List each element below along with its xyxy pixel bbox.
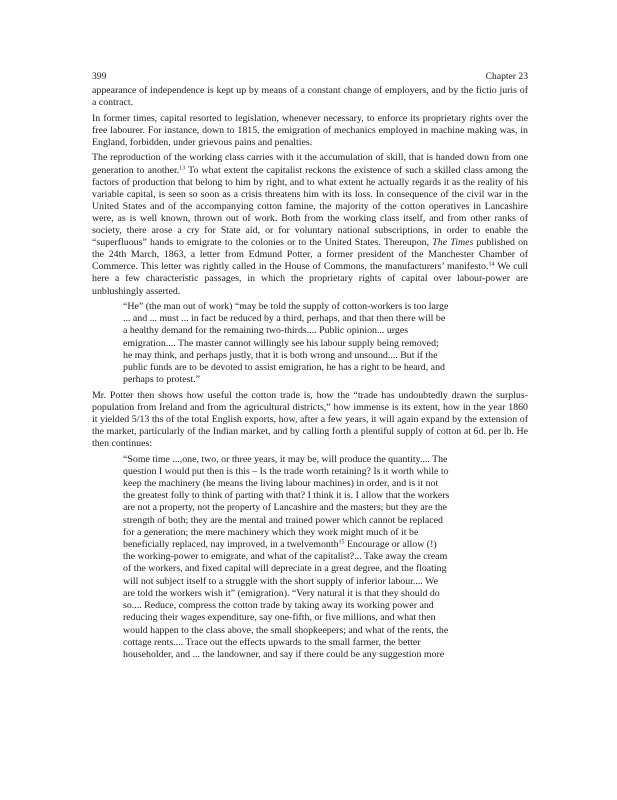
quote-line: public funds are to be devoted to assist emigration, he has a right to be heard, and: [123, 361, 445, 373]
quote-line-text: Encourage or allow (!): [344, 539, 437, 551]
quote-line: strength of both; they are the mental and trained power which cannot be replaced: [123, 514, 443, 526]
paragraph-3-part-a: The reproduction of the working class carries with it the accumulation of skill, that is handed down from one generation to another.: [92, 152, 528, 176]
quote-line: he may think, and perhaps justly, that it is both wrong and unsound.... But if the: [123, 349, 438, 361]
page-content: [92, 71, 528, 665]
quote-line: the greatest folly to think of parting with that? I think it is. I allow that the workers: [123, 490, 450, 502]
quote-line-text: beneficially replaced, nay improved, in a twelvemonth: [123, 539, 339, 551]
block-quote-1: [123, 301, 528, 386]
quote-line: emigration.... The master cannot willingly see his labour supply being removed;: [123, 337, 439, 349]
quote-line: for a generation; the mere machinery which they work might much of it be: [123, 526, 419, 538]
quote-line: householder, and ... the landowner, and say if there could be any suggestion more: [123, 648, 445, 660]
quote-line: are told the workers wish it” (emigration). “Very natural it is that they should do: [123, 587, 440, 599]
quote-line: question I would put then is this – Is the trade worth retaining? Is it worth while to: [123, 465, 449, 477]
quote-line: are not a property, not the property of Lancashire and the masters; but they are the: [123, 502, 448, 514]
paragraph-1: appearance of independence is kept up by means of a constant change of employers, and by the fictio juris of a contract.: [92, 85, 528, 109]
block-quote-2: [123, 454, 528, 661]
footnote-ref-14: 14: [488, 261, 495, 268]
running-header: [92, 71, 528, 83]
paragraph-4: Mr. Potter then shows how useful the cotton trade is, how the “trade has undoubtedly drawn the surplus-population from Ireland and from the agricultural districts,” how immense is its extent, how in the year 1860 it yielded 5/13 ths of the total English exports, how, after a few years, it will again expand by the extension of the market, particularly of the Indian market, and by calling forth a plentiful supply of cotton at 6d. per lb. He then continues:: [92, 389, 528, 450]
quote-line: a healthy demand for the remaining two-thirds.... Public opinion... urges: [123, 325, 409, 337]
quote-line-with-footnote: [123, 539, 528, 551]
newspaper-title: The Times: [432, 237, 474, 249]
quote-line: ... and ... must ... in fact be reduced by a third, perhaps, and that then there will be: [123, 313, 446, 325]
quote-line: cottage rents.... Trace out the effects upwards to the small farmer, the better: [123, 636, 421, 648]
body-text: [92, 85, 528, 661]
quote-line: the working-power to emigrate, and what of the capitalist?... Take away the cream: [123, 551, 448, 563]
paragraph-3-part-c: published on the 24th March, 1863, a letter from Edmund Potter, a former president of the Manchester Chamber of Commerce. This letter was rightly called in the House of Commons, the manufacturers’ manifesto.: [92, 237, 528, 273]
chapter-title: Chapter 23: [485, 71, 528, 82]
quote-line: so.... Reduce, compress the cotton trade by taking away its working power and: [123, 600, 434, 612]
quote-line: would happen to the class above, the small shopkeepers; and what of the rents, the: [123, 624, 449, 636]
footnote-ref-13: 13: [179, 165, 186, 172]
quote-line: reducing their wages expenditure, say one-fifth, or five millions, and what then: [123, 612, 436, 624]
paragraph-3-part-d: We cull here a few characteristic passages, in which the proprietary rights of capital over labour-power are unblushingly asserted.: [92, 261, 529, 297]
quote-line: will not subject itself to a struggle with the short supply of inferior labour.... We: [123, 575, 438, 587]
paragraph-2: In former times, capital resorted to legislation, whenever necessary, to enforce its proprietary rights over the free labourer. For instance, down to 1815, the emigration of mechanics employed in machine making was, in England, forbidden, under grievous pains and penalties.: [92, 112, 528, 148]
quote-line: “Some time ...,one, two, or three years, it may be, will produce the quantity.... The: [123, 453, 448, 465]
footnote-ref-15: 15: [338, 539, 345, 546]
paragraph-3: [92, 152, 528, 297]
page-number: 399: [92, 71, 107, 82]
quote-line: of the workers, and fixed capital will depreciate in a great degree, and the floating: [123, 563, 447, 575]
quote-line: perhaps to protest.”: [123, 374, 201, 386]
paragraph-3-part-b: To what extent the capitalist reckons the existence of such a skilled class among the factors of production that belong to him by right, and to what extent he actually regards it as the reality of his variable capital, is seen so soon as a crisis threatens him with its loss. In consequence of the civil war in the United States and of the accompanying cotton famine, the majority of the cotton operatives in Lancashire were, as is well known, thrown out of work. Both from the working class itself, and from other ranks of society, there arose a cry for State aid, or for voluntary national subscriptions, in order to enable the “superfluous” hands to emigrate to the colonies or to the United States. Thereupon,: [92, 164, 529, 249]
quote-line: keep the machinery (he means the living labour machines) in order, and is it not: [123, 478, 439, 490]
quote-line: “He” (the man out of work) “may be told the supply of cotton-workers is too large: [123, 301, 449, 313]
